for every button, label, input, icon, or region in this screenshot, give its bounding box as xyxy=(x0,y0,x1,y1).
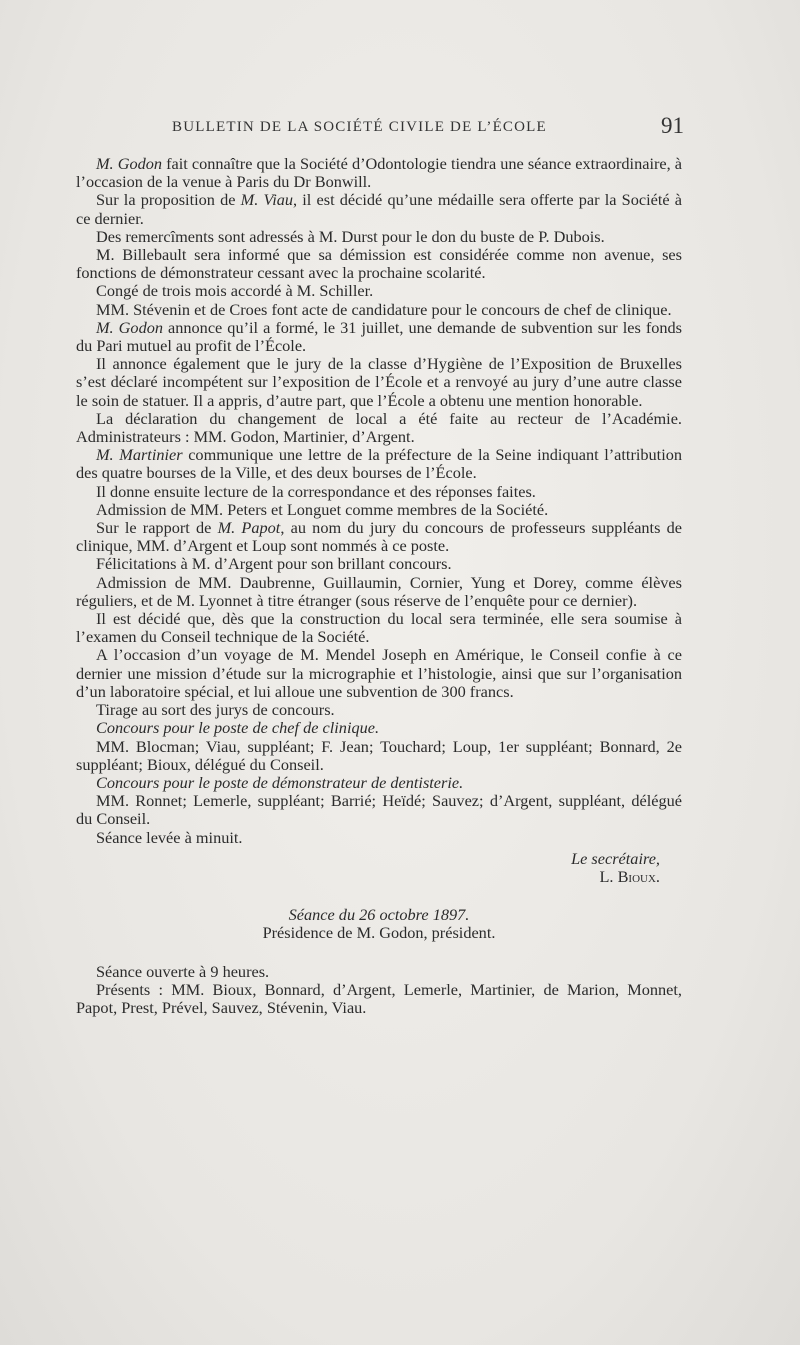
paragraph-jury-chef: MM. Blocman; Viau, suppléant; F. Jean; Touchard; Loup, 1er suppléant; Bonnard, 2e suppléant; Bioux, délégué du Conseil. xyxy=(76,736,682,774)
paragraph-text: Sur le rapport de xyxy=(96,518,218,538)
paragraph-emph: M. Godon xyxy=(96,154,163,173)
paragraph-mendel: A l’occasion d’un voyage de M. Mendel Joseph en Amérique, le Conseil confie à ce dernier une mission d’étude sur la micrographie et l’histologie, ainsi que sur l’organisation d’un laboratoire spécial, et lui alloue une subvention de 300 francs. xyxy=(76,645,682,701)
heading-concours-demonstrateur: Concours pour le poste de démonstrateur de dentisterie. xyxy=(96,772,464,792)
paragraph-viau-medaille xyxy=(76,191,682,227)
paragraph-text: fait connaître que la Société d’Odontologie tiendra une séance extraordinaire, à l’occasion de la venue à Paris du Dr Bonwill. xyxy=(76,154,682,192)
running-head: BULLETIN DE LA SOCIÉTÉ CIVILE DE L’ÉCOLE xyxy=(172,119,547,135)
paragraph-schiller: Congé de trois mois accordé à M. Schiller. xyxy=(96,281,374,301)
paragraph-tirage: Tirage au sort des jurys de concours. xyxy=(96,700,335,720)
paragraph-text: , il est décidé qu’une médaille sera offerte par la Société à ce dernier. xyxy=(76,190,682,228)
signature-name: L. Bioux. xyxy=(599,866,660,886)
session-heading: Séance du 26 octobre 1897. xyxy=(288,905,470,925)
page-header xyxy=(172,113,684,138)
signature-block xyxy=(76,850,682,886)
paragraph-emph: M. Martinier xyxy=(96,445,183,465)
paragraph-seance-levee: Séance levée à minuit. xyxy=(96,827,243,847)
paragraph-bruxelles: Il annonce également que le jury de la classe d’Hygiène de l’Exposition de Bruxelles s’est déclaré incompétent sur l’exposition de l’École et a renvoyé au jury d’une autre classe le soin de statuer. Il a appris, d’autre part, que l’École a obtenu une mention honorable. xyxy=(76,354,682,410)
paragraph-construction: Il est décidé que, dès que la construction du local sera terminée, elle sera soumise à l’examen du Conseil technique de la Société. xyxy=(76,609,682,647)
paragraph-godon-seance xyxy=(76,155,682,191)
paragraph-text: annonce qu’il a formé, le 31 juillet, une demande de subvention sur les fonds du Pari mutuel au profit de l’École. xyxy=(76,317,682,356)
paragraph-godon-subvention xyxy=(76,319,682,355)
paragraph-text: communique une lettre de la préfecture de la Seine indiquant l’attribution des quatre bourses de la Ville, et des deux bourses de l’École. xyxy=(76,445,683,483)
session-present: Présents : MM. Bioux, Bonnard, d’Argent, Lemerle, Martinier, de Marion, Monnet, Papot, Prest, Prével, Sauvez, Stévenin, Viau. xyxy=(76,979,682,1017)
paragraph-text: Sur la proposition de xyxy=(96,190,241,210)
paragraph-billebault: M. Billebault sera informé que sa démission est considérée comme non avenue, ses fonctions de démonstrateur cessant avec la prochaine scolarité. xyxy=(76,245,682,283)
paragraph-correspondance: Il donne ensuite lecture de la correspondance et des réponses faites. xyxy=(96,481,536,501)
page-number: 91 xyxy=(661,113,684,138)
paragraph-stevenin: MM. Stévenin et de Croes font acte de candidature pour le concours de chef de clinique. xyxy=(96,299,672,319)
paragraph-emph: M. Papot xyxy=(217,518,281,538)
paragraph-durst: Des remercîments sont adressés à M. Durst pour le don du buste de P. Dubois. xyxy=(96,226,605,246)
paragraph-martinier xyxy=(76,446,682,482)
paragraph-jury-demonstrateur: MM. Ronnet; Lemerle, suppléant; Barrié; Heïdé; Sauvez; d’Argent, suppléant, délégué du Conseil. xyxy=(76,791,682,829)
signature-role: Le secrétaire, xyxy=(571,848,660,868)
paragraph-local: La déclaration du changement de local a été faite au recteur de l’Académie. Administrateurs : MM. Godon, Martinier, d’Argent. xyxy=(76,408,682,447)
paragraph-admission-eleves: Admission de MM. Daubrenne, Guillaumin, Cornier, Yung et Dorey, comme élèves réguliers, et de M. Lyonnet à titre étranger (sous réserve de l’enquête pour ce dernier). xyxy=(76,572,682,610)
paragraph-papot xyxy=(76,519,682,555)
heading-concours-chef: Concours pour le poste de chef de clinique. xyxy=(96,718,380,738)
paragraph-admission-membres: Admission de MM. Peters et Longuet comme membres de la Société. xyxy=(96,499,549,519)
paragraph-emph: M. Godon xyxy=(96,317,163,337)
session-opening: Séance ouverte à 9 heures. xyxy=(96,961,270,981)
paragraph-felicitations: Félicitations à M. d’Argent pour son brillant concours. xyxy=(96,554,452,574)
session-presidence: Présidence de M. Godon, président. xyxy=(262,923,496,943)
page-body xyxy=(76,155,682,1017)
paragraph-emph: M. Viau xyxy=(240,190,294,210)
paragraph-text: , au nom du jury du concours de professeurs suppléants de clinique, MM. d’Argent et Loup sont nommés à ce poste. xyxy=(76,518,682,556)
